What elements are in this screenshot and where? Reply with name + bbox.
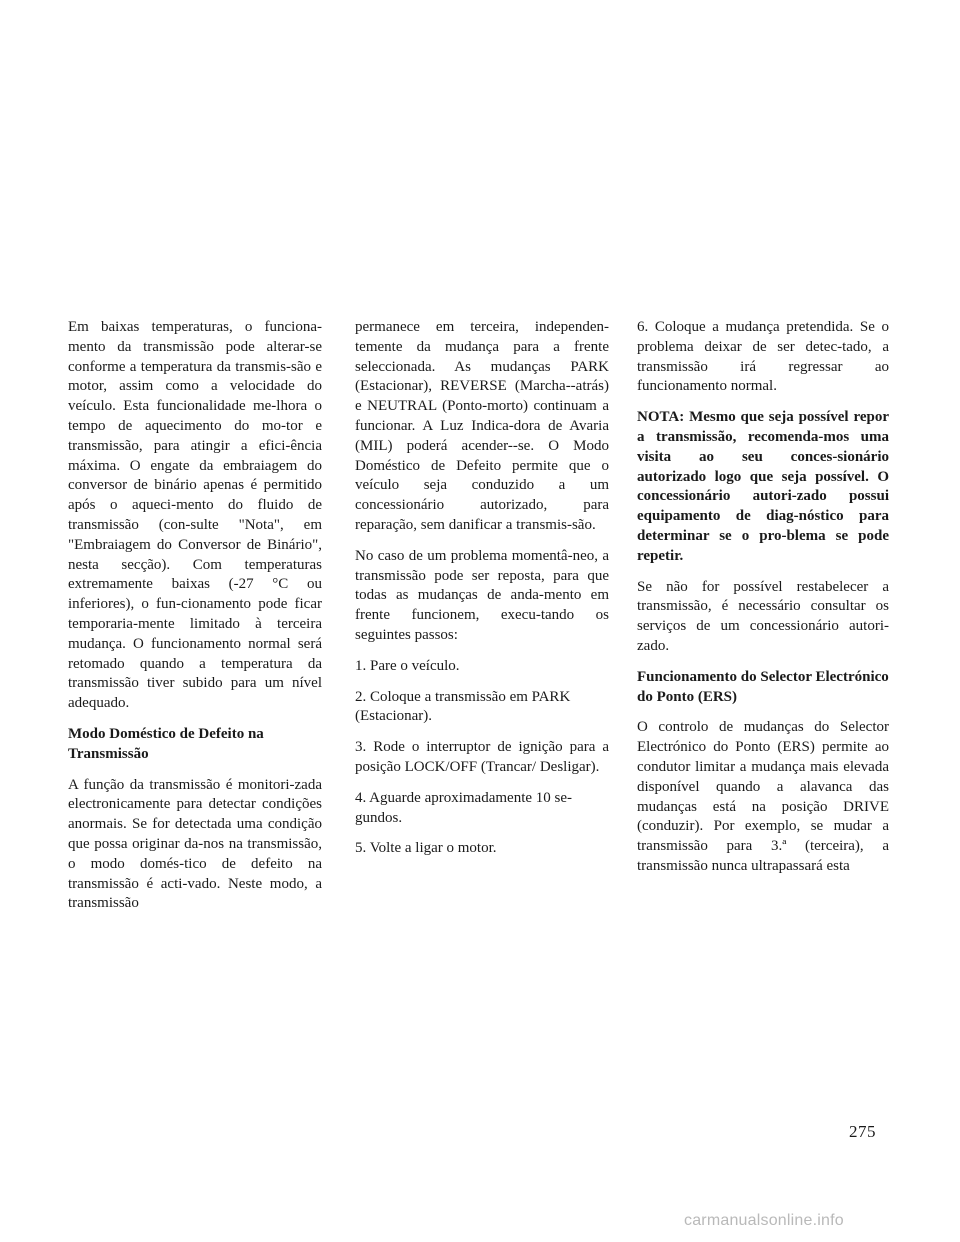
text-column-middle — [355, 318, 609, 870]
section-heading-ers: Funcionamento do Selector Electrónico do Ponto (ERS) — [637, 668, 889, 705]
step-6: 6. Coloque a mudança pretendida. Se o problema deixar de ser detec-tado, a transmissão irá regressar ao funcionamento normal. — [637, 319, 889, 395]
note-block: NOTA: Mesmo que seja possível repor a transmissão, recomenda-mos uma visita ao seu conces-sionário autorizado logo que seja possível. O concessionário autori-zado possui equipamento de diag-nóstico para determinar se o pro-blema se pode repetir. — [637, 409, 889, 564]
page-number: 275 — [849, 1122, 876, 1141]
text-column-right — [637, 318, 889, 888]
paragraph-ers: O controlo de mudanças do Selector Electrónico do Ponto (ERS) permite ao condutor limitar a mudança mais elevada disponível quando a alavanca das mudanças está na posição DRIVE (conduzir). Por exemplo, se mudar a transmissão para 3.ª (terceira), a transmissão nunca ultrapassará esta — [637, 719, 889, 874]
paragraph-limp-home-intro: A função da transmissão é monitori-zada electronicamente para detectar condições anormais. Se for detectada uma condição que possa originar da-nos na transmissão, o modo domés-tico de defeito na transmissão é acti-vado. Neste modo, a transmissão — [68, 776, 322, 912]
section-heading-limp-home: Modo Doméstico de Defeito na Transmissão — [68, 725, 264, 762]
watermark: carmanualsonline.info — [684, 1212, 844, 1229]
paragraph-limp-home-continued: permanece em terceira, independen-temente da mudança para a frente seleccionada. As mudanças PARK (Estacionar), REVERSE (Marcha--atrás) e NEUTRAL (Ponto-morto) continuam a funcionar. A Luz Indica-dora de Avaria (MIL) poderá acender--se. O Modo Doméstico de Defeito permite que o veículo seja conduzido a um concessionário autorizado, para reparação, sem danificar a transmis-são. — [355, 319, 609, 533]
paragraph-reset-procedure: No caso de um problema momentâ-neo, a transmissão pode ser reposta, para que todas as mudanças de anda-mento em frente funcionem, execu-tando os seguintes passos: — [355, 547, 609, 643]
step-4: 4. Aguarde aproximadamente 10 se-gundos. — [355, 789, 573, 826]
paragraph-dealer-service: Se não for possível restabelecer a transmissão, é necessário consultar os serviços de um concessionário autori-zado. — [637, 578, 889, 654]
step-2: 2. Coloque a transmissão em PARK (Estacionar). — [355, 688, 571, 725]
step-3: 3. Rode o interruptor de ignição para a posição LOCK/OFF (Trancar/ Desligar). — [355, 739, 609, 775]
step-1: 1. Pare o veículo. — [355, 657, 460, 674]
paragraph-cold-temperature: Em baixas temperaturas, o funciona-mento da transmissão pode alterar-se conforme a temperatura da transmis-são e motor, assim como a velocidade do veículo. Esta funcionalidade me-lhora o tempo de aquecimento do mo-tor e transmissão, para atingir a efici-ência máxima. O engate da embraiagem do conversor de binário apenas é permitido após o aqueci-mento do fluido de transmissão (con-sulte "Nota", em "Embraiagem do Conversor de Binário", nesta secção). Com temperaturas extremamente baixas (-27 °C ou inferiores), o fun-cionamento pode ficar temporaria-mente limitado à terceira mudança. O funcionamento normal será retomado quando a temperatura da transmissão tiver subido para um nível adequado. — [68, 319, 322, 712]
step-5: 5. Volte a ligar o motor. — [355, 840, 497, 857]
text-column-left — [68, 318, 322, 925]
